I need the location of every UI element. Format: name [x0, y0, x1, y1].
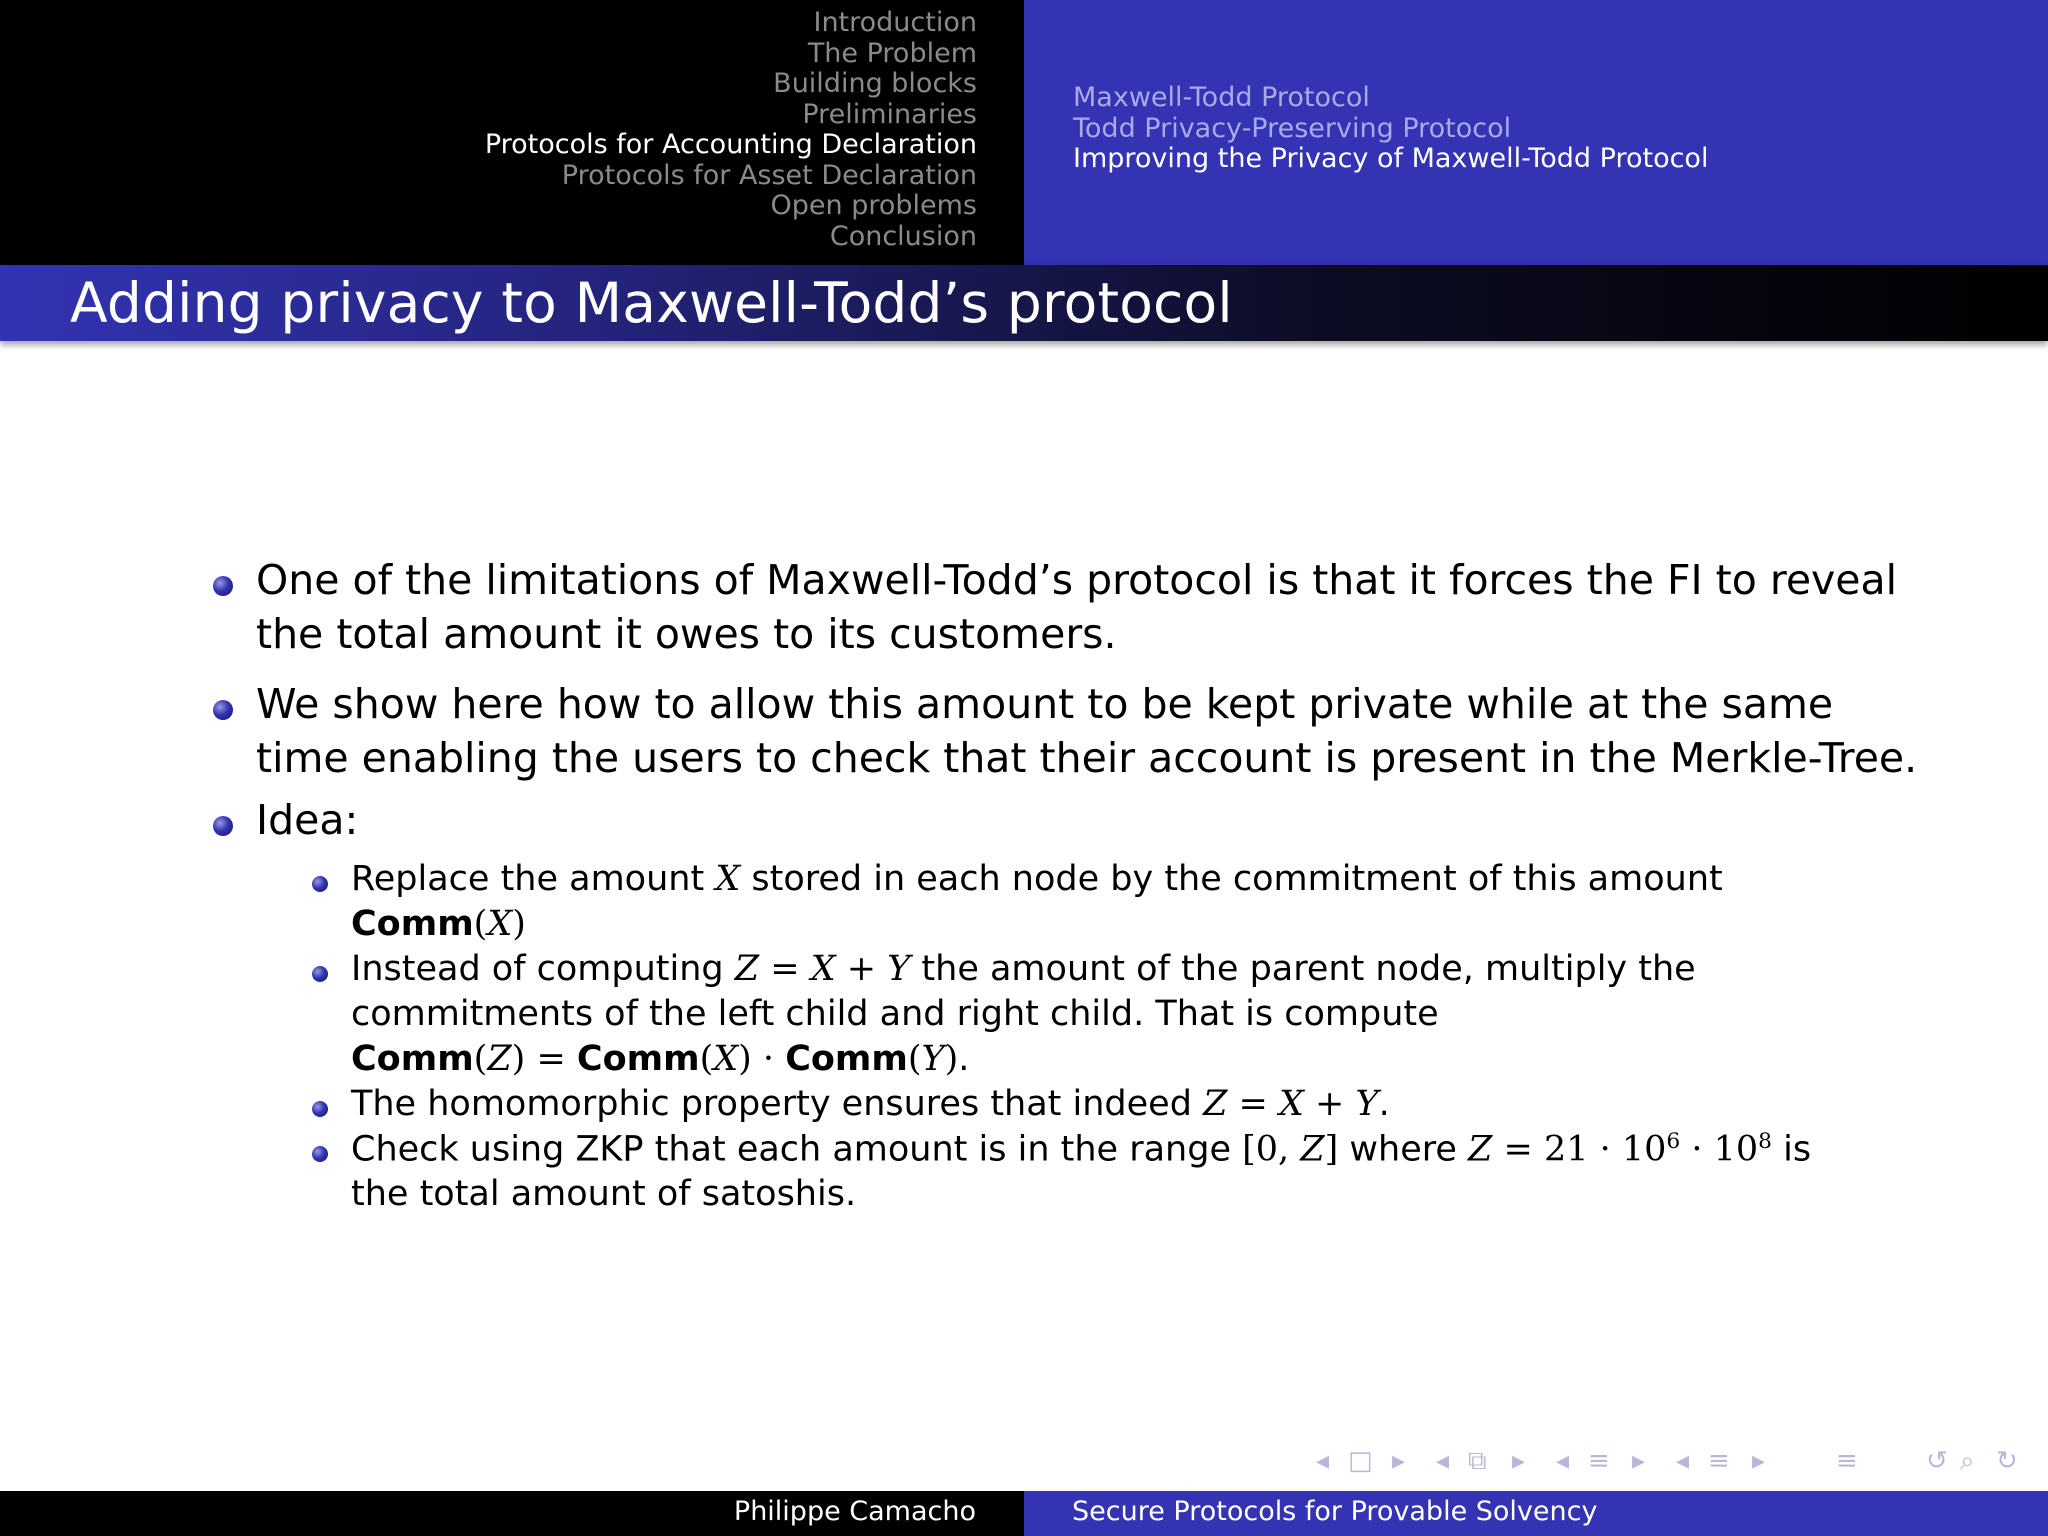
- next-slide-arrow-icon[interactable]: ▸: [1512, 1446, 1526, 1476]
- sub-bullet-text: [351, 1084, 1390, 1124]
- math-bold: Comm: [785, 1039, 908, 1079]
- sub-bullet-marker: [312, 1146, 328, 1162]
- math-exponent: 8: [1758, 1129, 1772, 1154]
- sub-bullet-text: commitments of the left child and right child. That is compute: [351, 994, 1439, 1034]
- footline-author-panel: [0, 1491, 1024, 1536]
- document-icon[interactable]: ≡: [1836, 1446, 1858, 1476]
- math-sym: +: [1303, 1084, 1356, 1124]
- math-sym: ·: [751, 1039, 786, 1079]
- math-sym: (: [473, 904, 488, 944]
- section-icon[interactable]: ≡: [1708, 1446, 1730, 1476]
- bullet-text: We show here how to allow this amount to be kept private while at the same: [256, 680, 1834, 728]
- bullet-text: time enabling the users to check that their account is present in the Merkle-Tree.: [256, 734, 1918, 782]
- bullet-text: the total amount it owes to its customers.: [256, 610, 1117, 658]
- section-link-building-blocks[interactable]: Building blocks: [773, 68, 977, 99]
- math-var: Z: [1203, 1084, 1228, 1124]
- math-sym: ·: [1680, 1129, 1714, 1170]
- math-num: 21: [1543, 1129, 1589, 1170]
- subsection-link-improving-privacy[interactable]: Improving the Privacy of Maxwell-Todd Protocol: [1073, 143, 1709, 174]
- prev-frame-arrow-icon[interactable]: ◂: [1316, 1446, 1330, 1476]
- math-sym: ): [944, 1039, 959, 1079]
- math-sym: (: [907, 1039, 922, 1079]
- math-var: X: [1278, 1084, 1304, 1124]
- text-run: where: [1338, 1129, 1469, 1170]
- next-subsection-arrow-icon[interactable]: ▸: [1632, 1446, 1646, 1476]
- math-var: Y: [1355, 1084, 1379, 1124]
- text-run: Instead of computing: [351, 949, 735, 989]
- footline-title-panel: [1024, 1491, 2048, 1536]
- search-icon[interactable]: ⌕: [1960, 1446, 1975, 1476]
- math-exponent: 6: [1666, 1129, 1681, 1154]
- prev-subsection-arrow-icon[interactable]: ◂: [1556, 1446, 1570, 1476]
- bullet-text: Idea:: [256, 796, 359, 844]
- sub-bullet-text: the total amount of satoshis.: [351, 1174, 857, 1214]
- section-link-conclusion[interactable]: Conclusion: [829, 220, 977, 252]
- math-sym: ]: [1324, 1129, 1339, 1170]
- presentation-title: Secure Protocols for Provable Solvency: [1072, 1496, 1598, 1527]
- text-run: .: [1378, 1084, 1390, 1124]
- prev-slide-arrow-icon[interactable]: ◂: [1436, 1446, 1450, 1476]
- math-num: 10: [1713, 1129, 1759, 1170]
- footline-bar: [0, 1491, 2048, 1536]
- sub-bullet-text: [351, 1039, 969, 1079]
- math-bold: Comm: [576, 1039, 700, 1079]
- math-var: X: [715, 859, 741, 899]
- sub-bullet-marker: [312, 966, 328, 982]
- math-sym: ): [512, 904, 526, 944]
- frame-icon[interactable]: □: [1348, 1446, 1373, 1476]
- slides-icon[interactable]: ⧉: [1468, 1446, 1487, 1476]
- back-icon[interactable]: ↺: [1926, 1446, 1948, 1476]
- bullet-marker: [213, 576, 233, 596]
- section-link-the-problem[interactable]: The Problem: [807, 37, 977, 69]
- math-sym: (: [473, 1039, 488, 1079]
- math-sym: [0,: [1242, 1129, 1301, 1170]
- math-sym: =: [1227, 1084, 1279, 1124]
- sub-bullet-text: [351, 949, 1696, 989]
- bullet-marker: [213, 700, 233, 720]
- sub-bullet-marker: [312, 1101, 328, 1117]
- math-sym: +: [835, 949, 888, 989]
- math-var: X: [713, 1039, 739, 1079]
- math-bold: Comm: [351, 1039, 474, 1079]
- sub-bullet-text: [351, 859, 1723, 899]
- text-run: .: [958, 1039, 970, 1079]
- beamer-nav-symbols: [1312, 1446, 2032, 1476]
- bullet-marker: [213, 816, 233, 836]
- math-var: Z: [1300, 1129, 1325, 1170]
- math-sym: =: [1492, 1129, 1544, 1170]
- subsection-icon[interactable]: ≡: [1588, 1446, 1610, 1476]
- forward-icon[interactable]: ↻: [1996, 1446, 2018, 1476]
- sub-bullet-marker: [312, 876, 328, 892]
- text-run: is: [1771, 1129, 1812, 1170]
- sub-bullet-text: [351, 1129, 1811, 1170]
- section-link-asset-declaration[interactable]: Protocols for Asset Declaration: [561, 159, 977, 191]
- math-var: Z: [734, 949, 760, 989]
- math-num: 10: [1621, 1129, 1667, 1170]
- math-sym: ·: [1588, 1129, 1622, 1170]
- prev-section-arrow-icon[interactable]: ◂: [1676, 1446, 1690, 1476]
- next-frame-arrow-icon[interactable]: ▸: [1392, 1446, 1406, 1476]
- section-link-open-problems[interactable]: Open problems: [770, 190, 977, 221]
- text-run: the amount of the parent node, multiply the: [910, 949, 1696, 989]
- math-bold: Comm: [351, 904, 474, 944]
- math-var: Z: [487, 1039, 512, 1079]
- math-var: Z: [1468, 1129, 1493, 1170]
- section-link-introduction[interactable]: Introduction: [813, 7, 977, 38]
- math-sym: ): [511, 1039, 526, 1079]
- text-run: Replace the amount: [351, 859, 716, 899]
- frame-title: Adding privacy to Maxwell-Todd’s protocol: [70, 271, 1233, 335]
- math-sym: =: [759, 949, 811, 989]
- subsection-link-todd-privacy[interactable]: Todd Privacy-Preserving Protocol: [1073, 112, 1512, 144]
- math-var: Y: [921, 1039, 945, 1079]
- math-sym: =: [525, 1039, 577, 1079]
- section-link-accounting-declaration[interactable]: Protocols for Accounting Declaration: [484, 129, 977, 160]
- sub-bullet-text: [351, 904, 526, 944]
- next-section-arrow-icon[interactable]: ▸: [1752, 1446, 1766, 1476]
- math-var: Y: [887, 949, 911, 989]
- math-var: X: [487, 904, 513, 944]
- section-link-preliminaries[interactable]: Preliminaries: [802, 98, 977, 130]
- math-var: X: [810, 949, 836, 989]
- text-run: Check using ZKP that each amount is in the range: [351, 1129, 1243, 1170]
- math-sym: (: [699, 1039, 714, 1079]
- author-name: Philippe Camacho: [733, 1496, 976, 1527]
- subsection-link-maxwell-todd[interactable]: Maxwell-Todd Protocol: [1073, 82, 1370, 113]
- text-run: The homomorphic property ensures that indeed: [351, 1084, 1204, 1124]
- bullet-text: One of the limitations of Maxwell-Todd’s protocol is that it forces the FI to reveal: [256, 556, 1898, 604]
- math-sym: ): [738, 1039, 752, 1079]
- text-run: stored in each node by the commitment of this amount: [740, 859, 1723, 899]
